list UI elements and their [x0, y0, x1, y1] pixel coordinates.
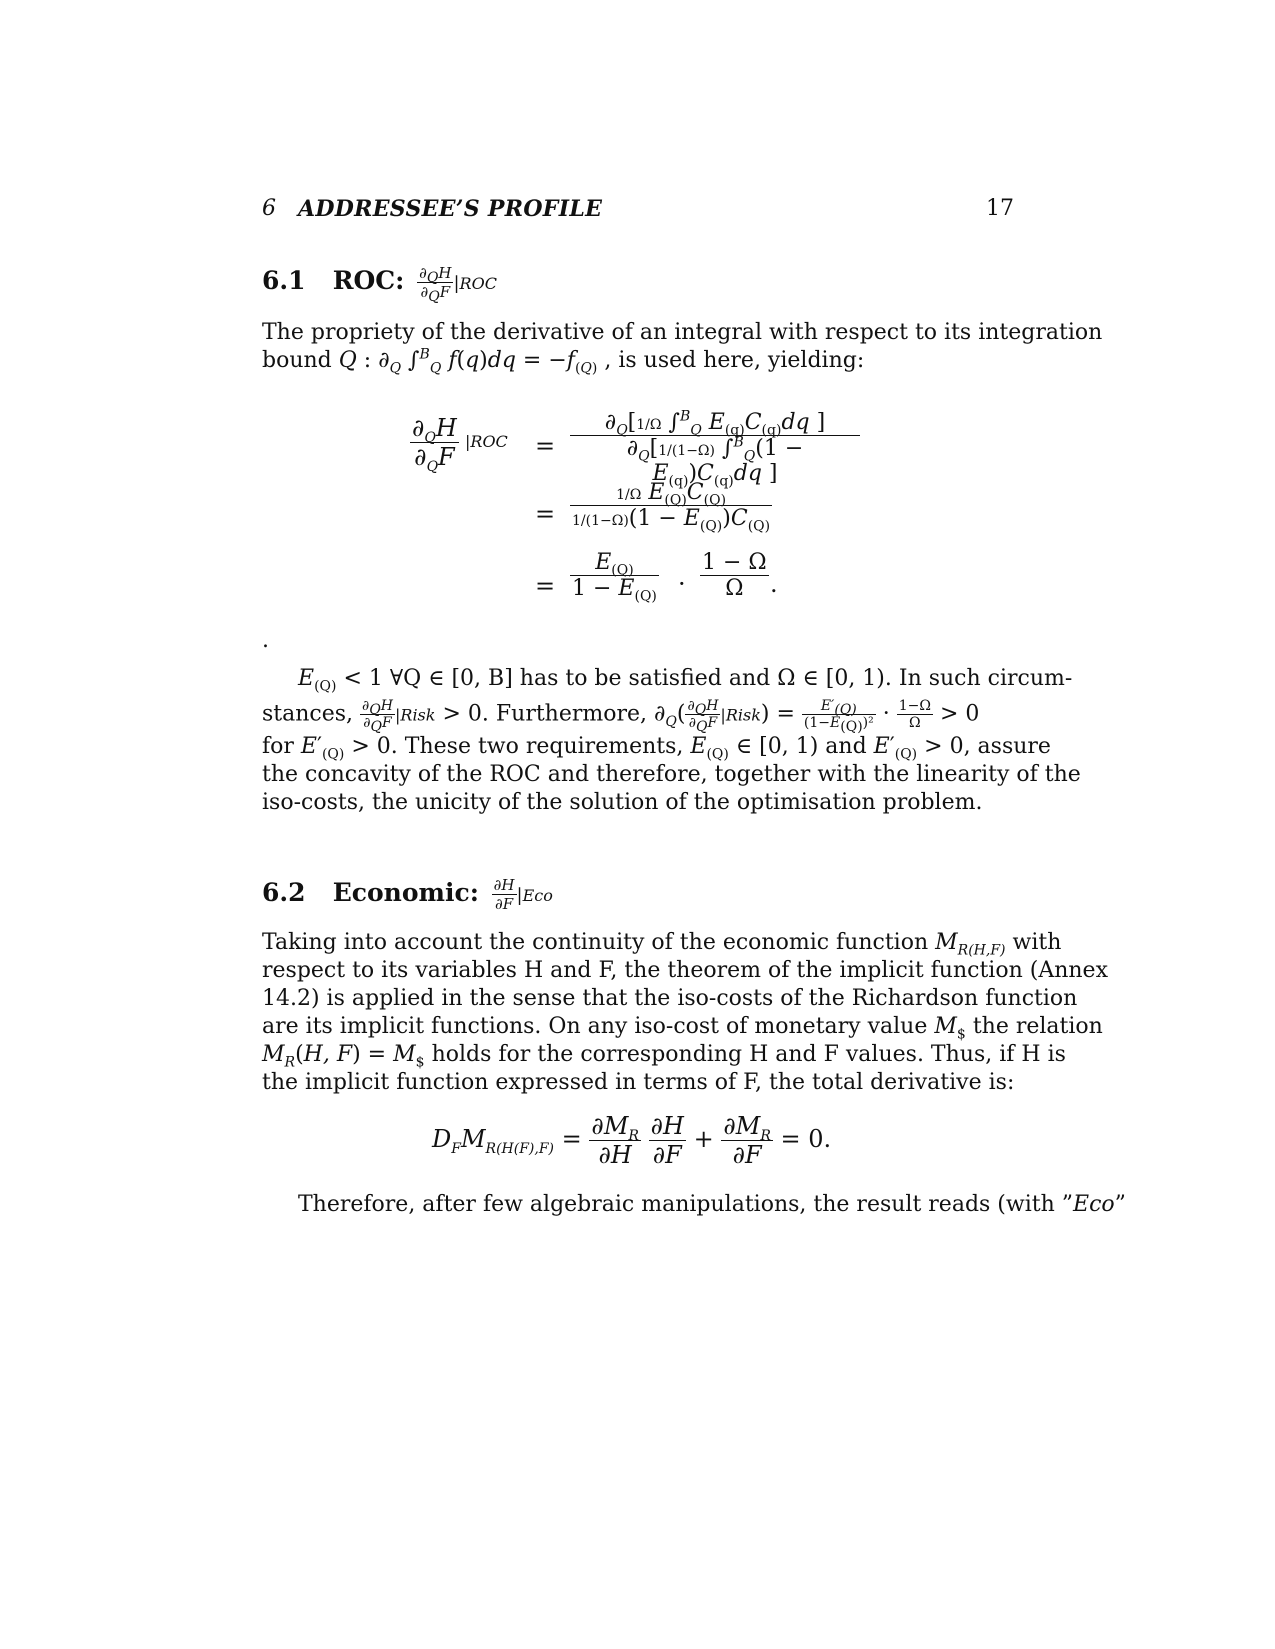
roc-equation-array: $\frac{\partial_QH}{\partial_QF}$ |ROC = $\frac{\partial_Q[1/\Omega \int^B_Q E_{(q)}C_{(q)}dq ]}{\partial_Q[1/(1-\Omega) \int^B_Q(1 - E_{(q)})C_{(q)}dq ]}$ = $\frac{1/\Omega E_{(Q)}C_{(Q)}}{1/(1-\Omega)(1 - E_{(Q)})C_{(Q)}}$ = $\frac{E_{(Q)}}{1 - E_{(Q)}}$ · $\frac{1 - \Omega}{\Omega}$ .	[410, 410, 860, 640]
paragraph-line-3: for $E'_{(Q)} > 0$. These two requirements, $E_{(Q)}$ ∈ [0, 1) and $E'_{(Q)} > 0$, assure	[262, 734, 1051, 763]
page-number: 17	[986, 196, 1014, 221]
paragraph-line-5: iso-costs, the unicity of the solution of the optimisation problem.	[262, 790, 983, 815]
stray-dot: .	[262, 628, 269, 653]
intro-line-1: The propriety of the derivative of an integral with respect to its integration	[262, 320, 1103, 345]
s2-line-4: are its implicit functions. On any iso-cost of monetary value $M_{\$}$ the relation	[262, 1014, 1103, 1043]
s2-line-3: 14.2) is applied in the sense that the iso-costs of the Richardson function	[262, 986, 1078, 1011]
section-title: Economic:	[332, 878, 479, 907]
s2-line-7: Therefore, after few algebraic manipulations, the result reads (with ”Eco”	[298, 1192, 1126, 1217]
title-subscript: Eco	[522, 886, 553, 905]
s2-line-1: Taking into account the continuity of the economic function $M_{R(H,F)}$ with	[262, 930, 1062, 959]
paragraph-line-2: stances, $\frac{\partial_QH}{\partial_QF}$ |Risk > 0. Furthermore, $\partial_Q$( $\frac{\partial_QH}{\partial_QF}$ |Risk) = $\frac{E'_{(Q)}}{(1-E_{(Q)})^2}$ · $\frac{1-\Omega}{\Omega}$ > 0	[262, 698, 980, 735]
total-derivative-equation: $D_FM_{R(H(F),F)}$ = $\frac{\partial M_R}{\partial H}$ $\frac{\partial H}{\partial F}$ + $\frac{\partial M_R}{\partial F}$ = 0.	[432, 1112, 832, 1169]
s2-line-5: $M_R(H$, $F) = M_{\$}$ holds for the corresponding H and F values. Thus, if H is	[262, 1042, 1066, 1071]
s2-line-2: respect to its variables H and F, the theorem of the implicit function (Annex	[262, 958, 1108, 983]
rhs-fraction-1: $\frac{\partial_Q[1/\Omega \int^B_Q E_{(q)}C_{(q)}dq ]}{\partial_Q[1/(1-\Omega) \int^B_Q(1 - E_{(q)})C_{(q)}dq ]}$	[570, 410, 860, 486]
section-6-1-heading: 6.1 ROC: $\frac{\partial_QH}{\partial_QF}$ |ROC	[262, 264, 497, 305]
title-derivative: $\frac{\partial_QH}{\partial_QF}$	[419, 264, 452, 305]
section-6-2-heading: 6.2 Economic: $\frac{\partial H}{\partial F}$ |Eco	[262, 876, 553, 913]
header-section-title: ADDRESSEE’S PROFILE	[298, 196, 603, 222]
section-title: ROC:	[332, 266, 405, 295]
paragraph-line-4: the concavity of the ROC and therefore, together with the linearity of the	[262, 762, 1081, 787]
title-subscript: ROC	[459, 274, 497, 293]
rhs-fraction-3b: $\frac{1 - \Omega}{\Omega}$	[702, 550, 767, 601]
lhs-fraction: $\frac{\partial_QH}{\partial_QF}$	[412, 414, 457, 475]
rhs-fraction-2: $\frac{1/\Omega E_{(Q)}C_{(Q)}}{1/(1-\Omega)(1 - E_{(Q)})C_{(Q)}}$	[572, 480, 771, 535]
section-number: 6.2	[262, 878, 306, 907]
rhs-fraction-3a: $\frac{E_{(Q)}}{1 - E_{(Q)}}$	[572, 550, 657, 605]
title-derivative: $\frac{\partial H}{\partial F}$	[493, 876, 515, 913]
header-section-number: 6	[262, 196, 276, 221]
section-number: 6.1	[262, 266, 306, 295]
running-header	[262, 196, 1014, 230]
s2-line-6: the implicit function expressed in terms of F, the total derivative is:	[262, 1070, 1015, 1095]
intro-line-2: bound Q : $\partial_Q$ ∫$^B_Q$ $f(q)dq = -f_{(Q)}$ , is used here, yielding:	[262, 346, 865, 377]
paragraph-line-1: $E_{(Q)} < 1$ ∀Q ∈ [0, B] has to be satisfied and Ω ∈ [0, 1). In such circum-	[298, 666, 1073, 695]
